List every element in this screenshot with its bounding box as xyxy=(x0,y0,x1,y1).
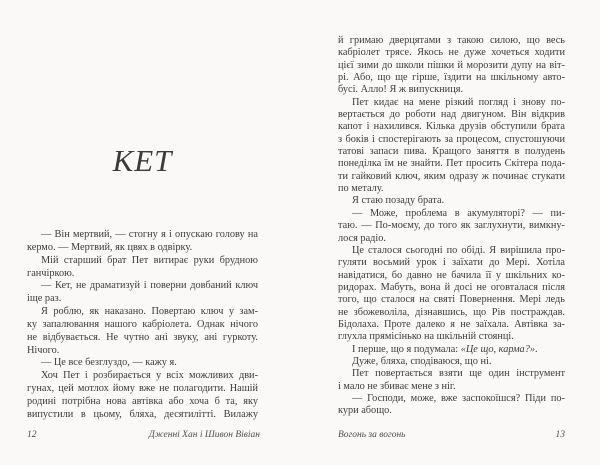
text-line: — Може, проблема в акумуляторі? — пи- xyxy=(352,207,565,219)
text-line: Мій старший брат Пет витирає руки брудною xyxy=(41,254,258,266)
text-line: Це сталося сьогодні по обіді. Я вирішила про- xyxy=(352,244,565,256)
right-page-footer xyxy=(338,429,565,441)
text-line: Нічого. xyxy=(27,344,60,356)
text-line: іще раз. xyxy=(27,293,62,305)
page-number-right: 13 xyxy=(555,430,565,440)
text-line: Пет кидає на мене різкий погляд і знову по- xyxy=(352,96,565,108)
text-line: рі. Або, що ще гірше, їздити на шкільному авто- xyxy=(338,72,565,84)
text-line: ку запалювання нашого кабріолета. Однак нічого xyxy=(27,318,258,330)
text-line: І перше, що я подумала: «Це що, карма?». xyxy=(352,343,538,355)
text-line: не збожеволіла, дізнавшись, що Рів постраждав. xyxy=(338,306,565,318)
left-page-body xyxy=(27,229,258,422)
text-line: родині потрібна нова автівка або хоча б та, яку xyxy=(27,395,258,407)
chapter-title: КЕТ xyxy=(112,143,173,178)
text-line: ти гайковий ключ, яким одразу ж починає стукати xyxy=(338,170,565,182)
text-line: випустили в цьому, бляха, десятилітті. Вилажу xyxy=(27,408,258,420)
text-line: — Кет, не драматизуй і поверни довбаний ключ xyxy=(41,280,258,292)
text-line: Хоч Пет і розбирається у всіх можливих дви- xyxy=(41,370,258,382)
text-line: того, що сталося на святі Повернення. Мері ледь xyxy=(338,294,565,306)
text-line: глухла прямісінько на шкільній стоянці. xyxy=(338,331,514,343)
running-title-book: Вогонь за вогонь xyxy=(338,430,406,440)
text-line: не відбувається. Не чутно ані звуку, ані гуркоту. xyxy=(27,331,258,343)
text-line: цієї зими до школи пішки й морозити дупу на віт- xyxy=(338,59,565,71)
text-line: — Він мертвий, — стогну я і опускаю голову на xyxy=(41,229,258,240)
text-line: гунах, цей мотлох йому вже не полагодити. Нашій xyxy=(27,383,258,395)
text-line: кабріолет трясе. Якось не дуже хочеться ходити xyxy=(338,47,565,59)
text-line: Пет повертається взяти ще один інструмент xyxy=(352,368,565,380)
text-line: Я роблю, як наказано. Повертаю ключ у зам- xyxy=(41,306,258,318)
right-page-body xyxy=(338,35,565,418)
running-title-authors: Дженні Хан і Шивон Вівіан xyxy=(148,430,260,440)
text-line: Бідолаха. Проте далеко я не заїхала. Автівка за- xyxy=(338,318,565,330)
text-line: татові запаси пива. Кращого заняття в полудень xyxy=(338,146,565,158)
text-line: — Це все безглуздо, — кажу я. xyxy=(41,357,177,369)
text-line: кури абощо. xyxy=(338,405,392,417)
text-line: бусі. Алло! Я ж випускниця. xyxy=(338,84,464,96)
text-line: Дуже, бляха, сподіваюся, що ні. xyxy=(352,355,492,367)
text-line: понеділка їм не знайти. Пет просить Скітера пода- xyxy=(338,158,565,170)
text-line: з боків і спостерігають за процесом, спустошуючи xyxy=(338,133,565,145)
text-line: й гримаю дверцятами з такою силою, що весь xyxy=(338,35,565,46)
text-line: — Господи, може, вже заспокоїшся? Піди по- xyxy=(352,392,565,404)
text-line: таю. — По-моєму, до того як заглухнути, вимкну- xyxy=(338,220,565,232)
left-page-footer xyxy=(27,429,260,441)
text-line: гуляти восьмий урок і заїхати до Мері. Хотіла xyxy=(338,257,565,269)
text-line: ганчіркою. xyxy=(27,267,75,279)
text-line: вертається до роботи над двигуном. Він відкрив xyxy=(338,109,565,121)
text-line: лося радіо. xyxy=(338,232,386,244)
page-number-left: 12 xyxy=(27,430,37,440)
text-line: капот і нахилився. Кілька друзів обступили брата xyxy=(338,121,565,133)
text-line: кермо. — Мертвий, як цвях в одвірку. xyxy=(27,241,193,253)
text-line: Я стаю позаду брата. xyxy=(352,195,445,207)
text-line: по металу. xyxy=(338,183,384,195)
text-line: ридорах. Мабуть, вона й досі не оговталася після xyxy=(338,281,565,293)
text-line: навідатися, бо давно не бачила її у шкільних ко- xyxy=(338,269,565,281)
text-line: і мало не збиває мене з ніг. xyxy=(338,380,456,392)
